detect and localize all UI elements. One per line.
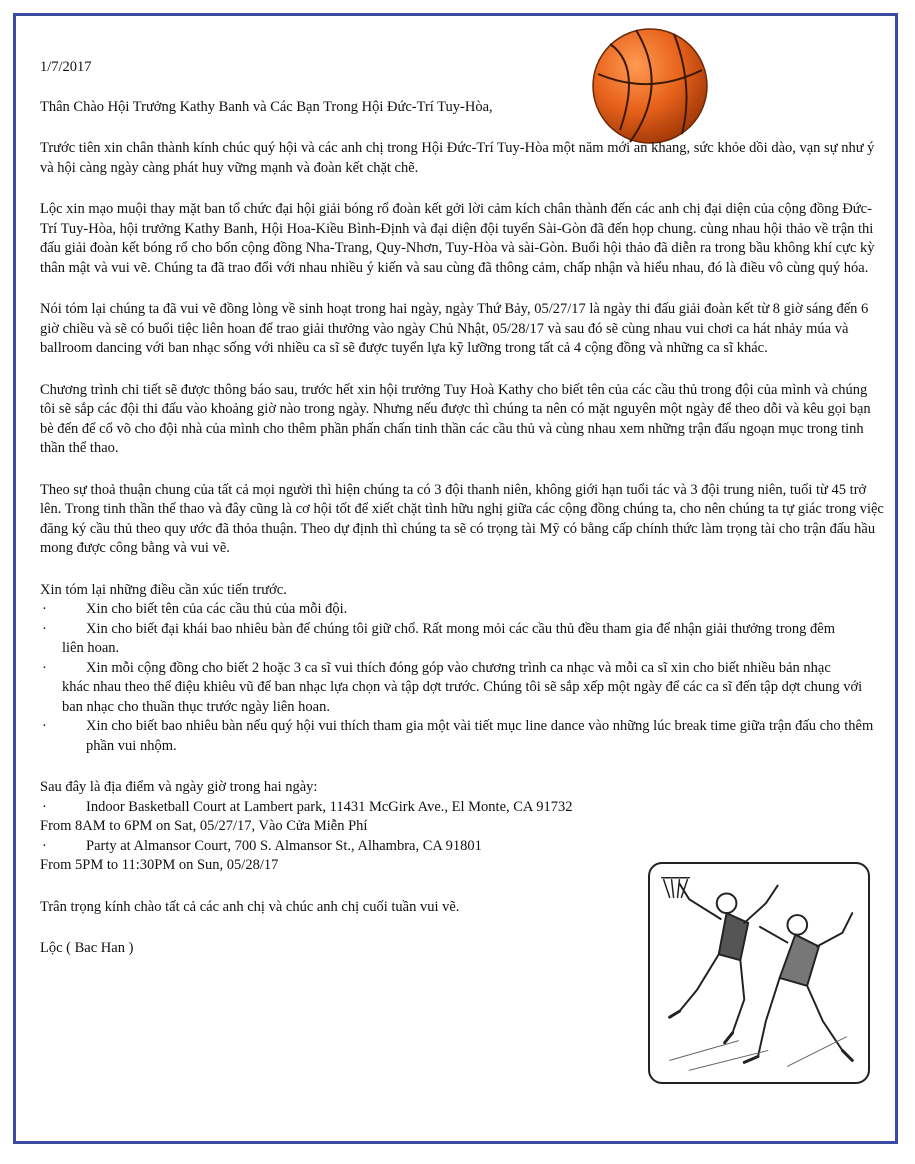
bullet-continuation: liên hoan. [62,640,120,656]
venue-item [40,837,885,857]
letter-date: 1/7/2017 [40,59,92,75]
venue-intro: Sau đây là địa điểm và ngày giờ trong hai ngày: [40,779,318,795]
venue-time: From 8AM to 6PM on Sat, 05/27/17, Vào Cửa Miễn Phí [40,818,368,834]
bullet-text: Xin mỗi cộng đồng cho biết 2 hoặc 3 ca sĩ vui thích đóng góp vào chương trình ca nhạc và mỗi ca sĩ xin cho biết nhiều bản nhạc [86,659,831,676]
bullet-dot: · [42,659,47,676]
basketball-players-illustration [648,862,870,1084]
bullet-text: Xin cho biết tên của các cầu thủ của mỗi đội. [86,601,348,617]
paragraph-1: Trước tiên xin chân thành kính chúc quý hội và các anh chị trong Hội Đức-Trí Tuy-Hòa một năm mới an khang, sức khỏe dồi dào, vạn sự như ý và hội càng ngày càng phát huy vững mạnh và đoàn kết chặt chẽ. [40,140,875,176]
bullet-text: Xin cho biết đại khái bao nhiêu bàn để chúng tôi giữ chổ. Rất mong mỏi các cầu thủ đều tham gia để nhận giải thưởng trong đêm [86,620,836,637]
paragraph-4: Chương trình chi tiết sẽ được thông báo sau, trước hết xin hội trưởng Tuy Hoà Kathy cho biết tên của các cầu thủ trong đội của mình và chúng tôi sẽ sắp các đội thi đấu vào khoảng giờ nào trong ngày. Nhưng nếu được thì chúng ta nên có mặt nguyên một ngày để theo dỗi và kêu gọi bạn bè đến để cổ võ cho đội nhà của mình cho thêm phần phấn chấn tinh thần các cầu thủ và cùng nhau xem những trận đấu ngoạn mục trong tinh thần thể thao. [40,381,871,456]
bullet-dot: · [42,620,47,637]
greeting: Thân Chào Hội Trưởng Kathy Banh và Các Bạn Trong Hội Đức-Trí Tuy-Hòa, [40,98,493,115]
bullet-dot: · [42,837,47,854]
venue-item [40,798,885,818]
paragraph-5: Theo sự thoả thuận chung của tất cả mọi người thì hiện chúng ta có 3 đội thanh niên, không giới hạn tuổi tác và 3 đội trung niên, tuổi từ 45 trở lên. Trong tinh thần thể thao và đây cũng là cơ hội tốt để xiết chặt tình hữu nghị giữa các cộng đồng chúng ta, cho nên chúng ta tự giác trong việc đăng ký cầu thủ theo quy ước đã thỏa thuận. Theo dự định thì chúng ta sẽ có trọng tài Mỹ có bằng cấp chính thức làm trọng tài cho trận đấu hầu mong được công bằng và vui vẽ. [40,481,884,556]
summary-intro: Xin tóm lại những điều cần xúc tiến trước. [40,581,287,598]
venue-address: Indoor Basketball Court at Lambert park, 11431 McGirk Ave., El Monte, CA 91732 [86,798,573,815]
venue-address: Party at Almansor Court, 700 S. Almansor St., Alhambra, CA 91801 [86,837,482,854]
bullet-item [40,659,885,679]
bullet-dot: · [42,798,47,815]
paragraph-2: Lộc xin mạo muội thay mặt ban tổ chức đại hội giải bóng rổ đoàn kết gởi lời cảm kích chân thành đến các anh chị đại diện của cộng đồng Đức-Trí Tuy-Hòa, hội trưởng Kathy Banh, Hội Hoa-Kiều Bình-Định và đại diện đội tuyển Sài-Gòn đã đến họp chung. cùng nhau hội thảo về trận thi đấu giải đoàn kết bóng rổ cho bốn cộng đồng Nha-Trang, Quy-Nhơn, Tuy-Hòa và sài-Gòn. Buổi hội thảo đã diễn ra trong bầu không khí cực kỳ thân mật và vui vẽ. Chúng ta đã trao đổi với nhau nhiều ý kiến và sau cùng đã thông cảm, chấp nhận và hiểu nhau, đó là điều vô cùng quý hóa. [40,201,875,276]
bullet-dot: · [42,601,47,617]
paragraph-3: Nói tóm lại chúng ta đã vui vẽ đồng lòng về sinh hoạt trong hai ngày, ngày Thứ Bảy, 05/27/17 là ngày thi đấu giải đoàn kết từ 8 giờ sáng đến 6 giờ chiều và sẽ có buổi tiệc liên hoan để trao giải thưởng vào ngày Chủ Nhật, 05/28/17 và sau đó sẽ cùng nhau vui chơi ca hát nhảy múa và ballroom dancing với ban nhạc sống với nhiều ca sĩ sẽ được tuyển lựa kỹ lưỡng trong tất cả 4 cộng đồng và những ca sĩ khác. [40,301,869,356]
bullet-item [40,717,885,756]
bullet-continuation: khác nhau theo thể điệu khiêu vũ để ban nhạc lựa chọn và tập dợt trước. Chúng tôi sẽ sắp xếp một ngày để các ca sĩ đến tập dợt chung với ban nhạc cho thuần thục trước ngày liên hoan. [62,679,863,715]
bullet-dot: · [42,718,47,734]
bullet-text: Xin cho biết bao nhiêu bàn nếu quý hội vui thích tham gia một vài tiết mục line dance vào những lúc break time giữa trận đấu cho thêm phần vui nhộm. [86,718,874,754]
bullet-item [40,620,885,640]
signature: Lộc ( Bac Han ) [40,940,134,956]
venue-time: From 5PM to 11:30PM on Sun, 05/28/17 [40,857,279,873]
closing-line: Trân trọng kính chào tất cả các anh chị và chúc anh chị cuối tuần vui vẽ. [40,898,460,915]
bullet-item [40,600,885,620]
letter-body [40,58,885,981]
